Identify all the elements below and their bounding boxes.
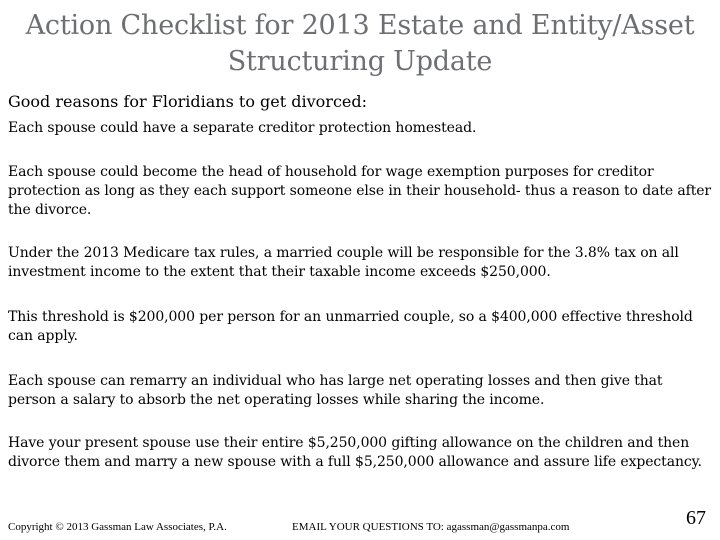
footer-copyright: Copyright © 2013 Gassman Law Associates, P.A.	[8, 521, 227, 533]
checklist-paragraph: Each spouse could have a separate creditor protection homestead.	[8, 120, 477, 136]
page-number: 67	[686, 507, 706, 529]
checklist-paragraph: Each spouse could become the head of household for wage exemption purposes for creditor protection as long as they each support someone else in their household- thus a reason to date after the divorce.	[8, 164, 712, 218]
checklist-paragraph: This threshold is $200,000 per person for an unmarried couple, so a $400,000 effective threshold can apply.	[8, 309, 693, 344]
footer-email: EMAIL YOUR QUESTIONS TO: agassman@gassmanpa.com	[292, 521, 570, 533]
intro-heading: Good reasons for Floridians to get divorced:	[8, 92, 367, 111]
checklist-paragraph: Each spouse can remarry an individual who has large net operating losses and then give that person a salary to absorb the net operating losses while sharing the income.	[8, 373, 663, 408]
checklist-paragraph: Under the 2013 Medicare tax rules, a married couple will be responsible for the 3.8% tax on all investment income to the extent that their taxable income exceeds $250,000.	[8, 245, 679, 280]
slide-title: Action Checklist for 2013 Estate and Entity/Asset Structuring Update	[25, 10, 695, 77]
checklist-paragraph: Have your present spouse use their entire $5,250,000 gifting allowance on the children and then divorce them and marry a new spouse with a full $5,250,000 allowance and assure life expectancy.	[8, 435, 702, 470]
